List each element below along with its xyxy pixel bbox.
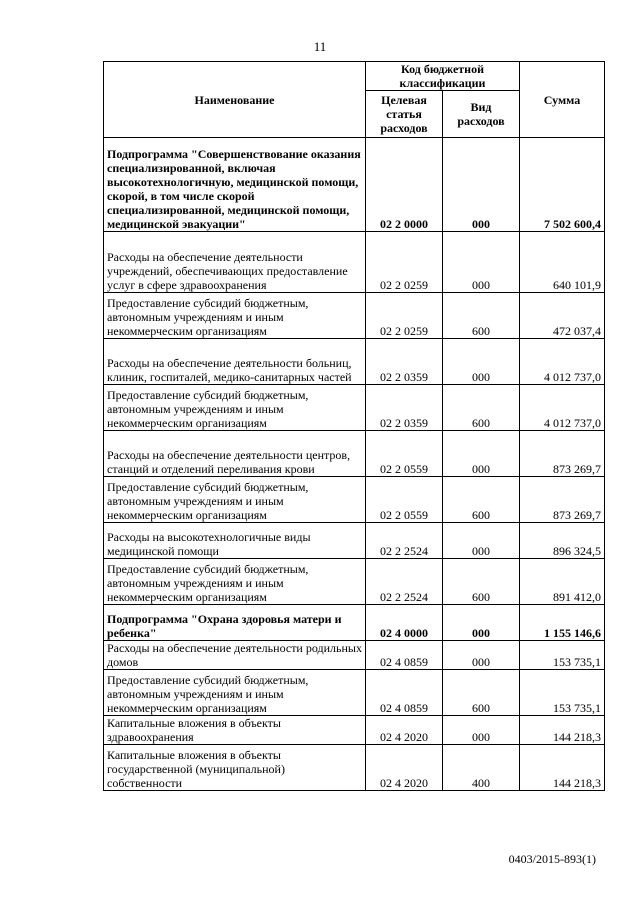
row-name: Предоставление субсидий бюджетным, автономным учреждениям и иным некоммерческим организациям — [104, 477, 366, 523]
row-type: 000 — [443, 431, 520, 477]
row-code: 02 2 0359 — [366, 339, 443, 385]
row-code: 02 2 2524 — [366, 559, 443, 605]
header-target-article: Целевая статья расходов — [366, 91, 443, 138]
row-name: Расходы на обеспечение деятельности родильных домов — [104, 641, 366, 670]
table-row — [104, 232, 605, 293]
table-row — [104, 670, 605, 716]
row-name: Подпрограмма "Охрана здоровья матери и ребенка" — [104, 605, 366, 641]
row-code: 02 2 0259 — [366, 293, 443, 339]
table-row — [104, 716, 605, 745]
row-name: Капитальные вложения в объекты государственной (муниципальной) собственности — [104, 745, 366, 791]
table-row — [104, 385, 605, 431]
row-code: 02 2 0559 — [366, 477, 443, 523]
row-type: 000 — [443, 716, 520, 745]
row-name: Расходы на обеспечение деятельности центров, станций и отделений переливания крови — [104, 431, 366, 477]
table-header-row — [104, 62, 605, 91]
document-code: 0403/2015-893(1) — [508, 852, 596, 866]
row-type: 600 — [443, 477, 520, 523]
row-type: 000 — [443, 339, 520, 385]
budget-table — [103, 61, 605, 791]
row-sum: 873 269,7 — [520, 431, 605, 477]
header-sum: Сумма — [520, 62, 605, 138]
table-row — [104, 745, 605, 791]
row-name: Расходы на высокотехнологичные виды медицинской помощи — [104, 523, 366, 559]
row-type: 600 — [443, 670, 520, 716]
row-sum: 153 735,1 — [520, 670, 605, 716]
row-sum: 896 324,5 — [520, 523, 605, 559]
row-type: 600 — [443, 293, 520, 339]
row-type: 400 — [443, 745, 520, 791]
row-code: 02 2 0000 — [366, 138, 443, 232]
row-type: 000 — [443, 138, 520, 232]
table-row — [104, 138, 605, 232]
page-number: 11 — [313, 39, 327, 54]
row-sum: 4 012 737,0 — [520, 339, 605, 385]
row-name: Подпрограмма "Совершенствование оказания специализированной, включая высокотехнологичную, медицинской помощи, скорой, в том числе скорой специализированной, медицинской помощи, медицинской эвакуации" — [104, 138, 366, 232]
row-type: 000 — [443, 232, 520, 293]
table-body — [104, 138, 605, 791]
row-type: 600 — [443, 559, 520, 605]
row-sum: 640 101,9 — [520, 232, 605, 293]
row-code: 02 4 0859 — [366, 641, 443, 670]
header-code-group: Код бюджетной классификации — [366, 62, 520, 91]
row-code: 02 4 2020 — [366, 745, 443, 791]
row-sum: 873 269,7 — [520, 477, 605, 523]
row-type: 000 — [443, 641, 520, 670]
row-sum: 1 155 146,6 — [520, 605, 605, 641]
row-code: 02 2 0559 — [366, 431, 443, 477]
row-name: Предоставление субсидий бюджетным, автономным учреждениям и иным некоммерческим организациям — [104, 385, 366, 431]
row-sum: 472 037,4 — [520, 293, 605, 339]
table-row — [104, 339, 605, 385]
table-row — [104, 523, 605, 559]
row-code: 02 4 0000 — [366, 605, 443, 641]
table-row — [104, 293, 605, 339]
row-sum: 144 218,3 — [520, 716, 605, 745]
row-name: Расходы на обеспечение деятельности больниц, клиник, госпиталей, медико-санитарных частей — [104, 339, 366, 385]
row-name: Предоставление субсидий бюджетным, автономным учреждениям и иным некоммерческим организациям — [104, 559, 366, 605]
header-expense-type: Вид расходов — [443, 91, 520, 138]
table-row — [104, 641, 605, 670]
row-type: 000 — [443, 523, 520, 559]
row-code: 02 2 2524 — [366, 523, 443, 559]
row-sum: 153 735,1 — [520, 641, 605, 670]
table-row — [104, 477, 605, 523]
table-row — [104, 559, 605, 605]
row-name: Расходы на обеспечение деятельности учреждений, обеспечивающих предоставление услуг в сфере здравоохранения — [104, 232, 366, 293]
table-row — [104, 605, 605, 641]
header-name: Наименование — [104, 62, 366, 138]
row-type: 000 — [443, 605, 520, 641]
row-name: Капитальные вложения в объекты здравоохранения — [104, 716, 366, 745]
row-name: Предоставление субсидий бюджетным, автономным учреждениям и иным некоммерческим организациям — [104, 293, 366, 339]
row-sum: 144 218,3 — [520, 745, 605, 791]
row-sum: 4 012 737,0 — [520, 385, 605, 431]
row-type: 600 — [443, 385, 520, 431]
row-sum: 891 412,0 — [520, 559, 605, 605]
table-row — [104, 431, 605, 477]
row-name: Предоставление субсидий бюджетным, автономным учреждениям и иным некоммерческим организациям — [104, 670, 366, 716]
row-code: 02 4 2020 — [366, 716, 443, 745]
row-code: 02 2 0259 — [366, 232, 443, 293]
row-sum: 7 502 600,4 — [520, 138, 605, 232]
row-code: 02 2 0359 — [366, 385, 443, 431]
row-code: 02 4 0859 — [366, 670, 443, 716]
